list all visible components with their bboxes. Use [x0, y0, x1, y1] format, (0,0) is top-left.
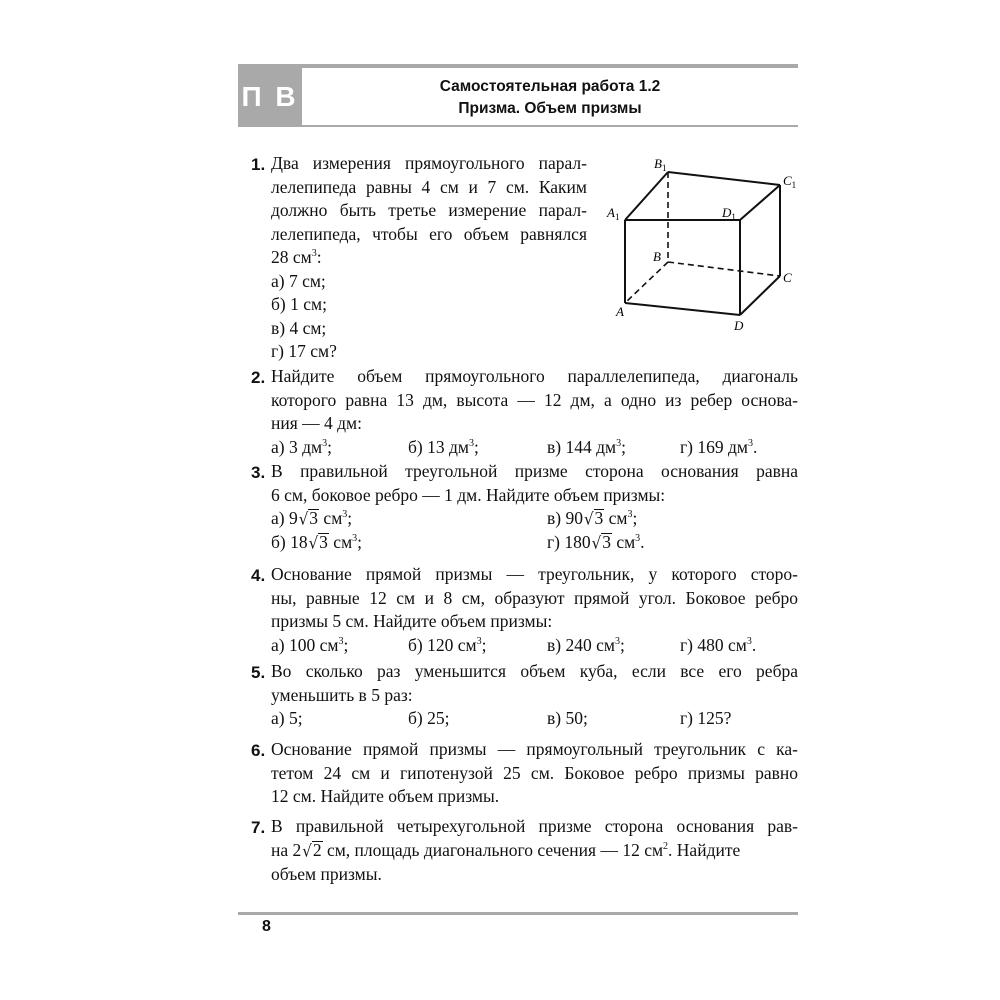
- problem-7-number: 7.: [251, 818, 266, 837]
- problem-4-option-c: в) 240 $см^3$;: [547, 634, 625, 655]
- problem-4: [271, 563, 798, 658]
- problem-6-line: тетом 24 см и гипотенузой 25 см. Боковое ребро призмы равно: [271, 762, 798, 783]
- problem-5-option-b: б) 25;: [408, 708, 450, 728]
- problem-2-option-b: б) 13 $дм^3$;: [408, 436, 479, 457]
- edge-a1b1: [625, 172, 668, 220]
- edge-d1c1: [740, 185, 780, 220]
- problem-4-line: ны, равные 12 см и 8 см, образуют прямой угол. Боковое ребро: [271, 587, 798, 608]
- label-b: B: [653, 249, 661, 264]
- problem-2-line: которого равна 13 дм, высота — 12 дм, а одно из ребер основа-: [271, 389, 798, 410]
- problem-3-option-d: г) 180√3 $см^3$.: [547, 532, 645, 553]
- label-d1: D1: [722, 205, 736, 222]
- problem-4-option-a: а) 100 $см^3$;: [271, 634, 349, 655]
- problem-4-option-b: б) 120 $см^3$;: [408, 634, 487, 655]
- problem-1-line: лелепипеда, чтобы его объем равнялся: [271, 223, 587, 244]
- label-a: A: [616, 304, 624, 319]
- problem-7-line: объем призмы.: [271, 864, 382, 884]
- problem-4-option-d: г) 480 $см^3$.: [680, 634, 757, 655]
- parallelepiped-figure: [600, 150, 800, 335]
- label-b1: B1: [654, 156, 667, 173]
- label-c1: C1: [783, 173, 797, 190]
- problem-6: [271, 738, 798, 809]
- problem-2-line: ния — 4 дм:: [271, 413, 362, 433]
- footer-rule: [238, 912, 798, 915]
- problem-2-option-d: г) 169 $дм^3$.: [680, 436, 758, 457]
- problem-1-option-b: б) 1 см;: [271, 294, 327, 314]
- problem-5: [271, 660, 798, 731]
- label-c: C: [783, 270, 792, 285]
- problem-4-number: 4.: [251, 566, 266, 585]
- page-number: 8: [262, 918, 271, 935]
- problem-5-number: 5.: [251, 663, 266, 682]
- problem-5-option-a: а) 5;: [271, 708, 303, 728]
- problem-7-line: на 2√2 см, площадь диагонального сечения — 12 $см^2$. Найдите: [271, 839, 741, 861]
- problem-3: [271, 460, 798, 555]
- problem-3-option-c: в) 90√3 $см^3$;: [547, 508, 638, 529]
- problem-1-option-a: а) 7 см;: [271, 270, 326, 291]
- problem-5-option-c: в) 50;: [547, 708, 588, 728]
- edge-b1c1: [668, 172, 780, 185]
- problem-3-option-b: б) 18√3 $см^3$;: [271, 532, 363, 553]
- problem-6-number: 6.: [251, 741, 266, 760]
- problem-5-options: [271, 707, 798, 731]
- header-bottom-rule: [238, 125, 798, 127]
- problem-7-line: В правильной четырехугольной призме сторона основания рав-: [271, 816, 798, 836]
- problem-3-line: 6 см, боковое ребро — 1 дм. Найдите объем призмы:: [271, 484, 666, 505]
- problem-1-option-d: г) 17 см?: [271, 341, 337, 361]
- problem-5-line: Во сколько раз уменьшится объем куба, если все его ребра: [271, 661, 798, 681]
- problem-1: [271, 152, 587, 364]
- edge-dc: [740, 276, 780, 315]
- problem-4-line: призмы 5 см. Найдите объем призмы:: [271, 611, 553, 631]
- section-badge: П В: [238, 68, 302, 126]
- problem-2-option-a: а) 3 $дм^3$;: [271, 436, 332, 457]
- problem-6-line: 12 см. Найдите объем призмы.: [271, 786, 500, 806]
- problem-1-number: 1.: [251, 155, 266, 174]
- label-a1: A1: [607, 205, 620, 222]
- problem-4-line: Основание прямой призмы — треугольник, у которого сторо-: [271, 564, 798, 584]
- header-top-rule: [238, 64, 798, 68]
- title-line-2: Призма. Объем призмы: [458, 100, 642, 117]
- problem-1-line: 28 $см^3$:: [271, 247, 322, 267]
- problem-3-number: 3.: [251, 463, 266, 482]
- edge-ad: [625, 303, 740, 315]
- problem-1-line: Два измерения прямоугольного парал-: [271, 153, 587, 173]
- problem-5-line: уменьшить в 5 раз:: [271, 684, 413, 705]
- problem-3-line: В правильной треугольной призме сторона основания равна: [271, 461, 798, 481]
- problem-3-options-row-1: [271, 507, 798, 531]
- label-d: D: [734, 318, 744, 333]
- problem-3-option-a: а) 9√3 $см^3$;: [271, 508, 353, 529]
- problem-2-number: 2.: [251, 368, 266, 387]
- title-line-1: Самостоятельная работа 1.2: [439, 78, 661, 95]
- edge-bc-hidden: [668, 262, 780, 276]
- problem-3-options-row-2: [271, 531, 798, 555]
- problem-7: [271, 815, 798, 887]
- edge-ab-hidden: [625, 262, 668, 303]
- problem-1-option-c: в) 4 см;: [271, 317, 327, 338]
- problem-5-option-d: г) 125?: [680, 708, 732, 728]
- page-title: [302, 76, 798, 120]
- problem-6-line: Основание прямой призмы — прямоугольный треугольник с ка-: [271, 739, 798, 759]
- problem-4-options: [271, 634, 798, 658]
- problem-2-option-c: в) 144 $дм^3$;: [547, 436, 626, 457]
- problem-1-line: должно быть третье измерение парал-: [271, 200, 587, 220]
- problem-1-line: лелепипеда равны 4 см и 7 см. Каким: [271, 176, 587, 197]
- problem-2-options: [271, 436, 798, 460]
- problem-2: [271, 365, 798, 460]
- problem-2-line: Найдите объем прямоугольного параллелепипеда, диагональ: [271, 366, 798, 386]
